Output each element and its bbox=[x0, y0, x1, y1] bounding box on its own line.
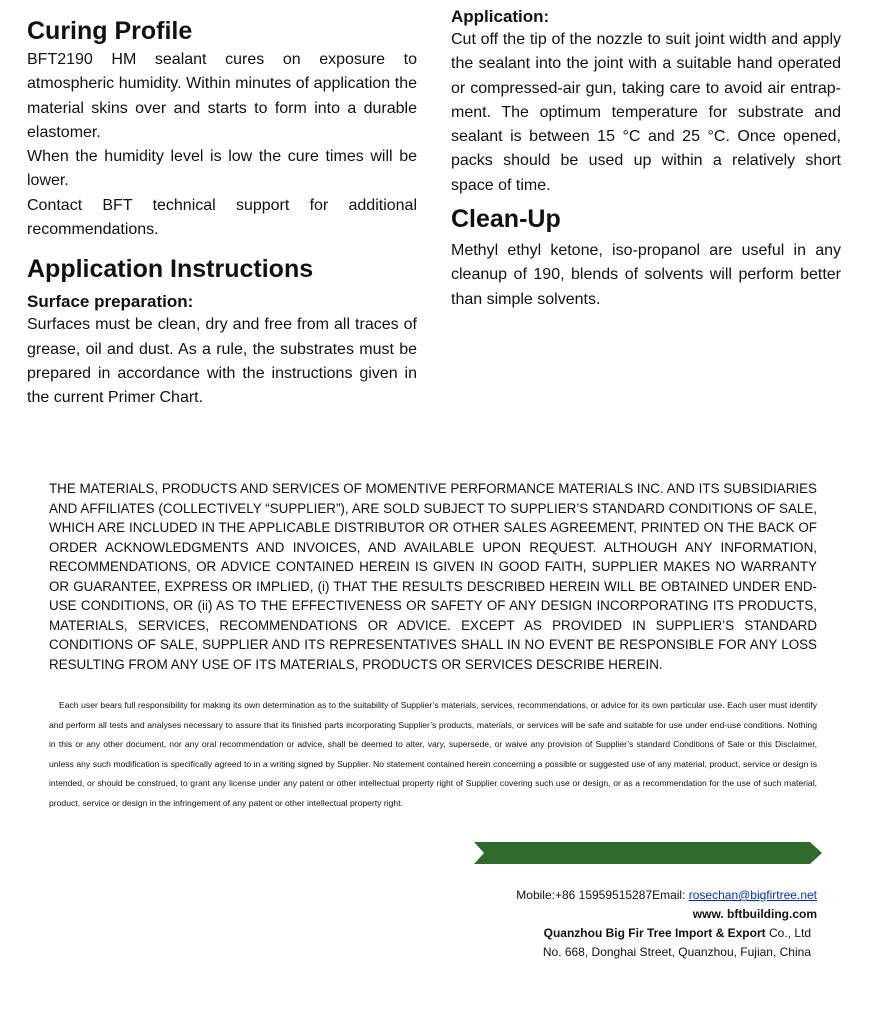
curing-paragraph-3: Contact BFT technical support for additional recommendations. bbox=[27, 196, 417, 239]
company-line bbox=[516, 924, 811, 943]
fine-print: Each user bears full responsibility for making its own determination as to the suitability of Supplier’s materials, services, recommendations, or advice for its own particular use. Each user must identify and perform all tests and analyses necessary to assure that its finished parts incorporating Supplier’s products, materials, or services will be safe and suitable for use under end-use conditions. Nothing in this or any other document, nor any oral recommendation or advice, shall be deemed to alter, vary, supersede, or waive any provision of Supplier’s standard Conditions of Sale or this Disclaimer, unless any such modification is specifically agreed to in a writing signed by Supplier. No statement contained herein concerning a possible or suggested use of any material, product, service or design is intended, or should be construed, to grant any license under any patent or other intellectual property right of Supplier covering such use or design, or as a recommendation for the use of such material, product, service or design in the infringement of any patent or other intellectual property right. bbox=[49, 700, 817, 808]
website-text: www. bftbuilding.com bbox=[692, 907, 817, 921]
legal-disclaimer: THE MATERIALS, PRODUCTS AND SERVICES OF MOMENTIVE PERFORMANCE MATERIALS INC. AND ITS SUBSIDIARIES AND AFFILIATES (COLLECTIVELY “SUPPLIER”), ARE SOLD SUBJECT TO SUPPLIER’S STANDARD CONDITIONS OF SALE, WHICH ARE INCLUDED IN THE APPLICABLE DISTRIBUTOR OR OTHER SALES AGREEMENT, PRINTED ON THE BACK OF ORDER ACKNOWLEDGMENTS AND INVOICES, AND AVAILABLE UPON REQUEST. ALTHOUGH ANY INFORMATION, RECOMMENDATIONS, OR ADVICE CONTAINED HEREIN IS GIVEN IN GOOD FAITH, SUPPLIER MAKES NO WARRANTY OR GUARANTEE, EXPRESS OR IMPLIED, (i) THAT THE RESULTS DESCRIBED HEREIN WILL BE OBTAINED UNDER END-USE CONDITIONS, OR (ii) AS TO THE EFFECTIVENESS OR SAFETY OF ANY DESIGN INCORPORATING ITS PRODUCTS, MATERIALS, SERVICES, RECOMMENDATIONS OR ADVICE. EXCEPT AS PROVIDED IN SUPPLIER’S STANDARD CONDITIONS OF SALE, SUPPLIER AND ITS REPRESENTATIVES SHALL IN NO EVENT BE RESPONSIBLE FOR ANY LOSS RESULTING FROM ANY USE OF ITS MATERIALS, PRODUCTS OR SERVICES DESCRIBE HEREIN. bbox=[49, 481, 817, 672]
contact-footer bbox=[516, 886, 817, 962]
application-paragraph: Cut off the tip of the nozzle to suit joint width and apply the sealant into the joint with a suitable hand operated or compressed-air gun, taking care to avoid air entrap-ment. The optimum temperature for substrate and sealant is between 15 °C and 25 °C. Once opened, packs should be used up within a relatively short space of time. bbox=[451, 31, 841, 194]
mobile-text: Mobile:+86 15959515287Email: bbox=[516, 888, 689, 902]
email-link[interactable]: rosechan@bigfirtree.net bbox=[688, 888, 817, 902]
contact-line bbox=[516, 886, 817, 905]
green-banner bbox=[474, 842, 822, 864]
application-heading: Application: bbox=[451, 7, 550, 26]
left-column bbox=[27, 14, 417, 411]
curing-paragraph-2: When the humidity level is low the cure times will be lower. bbox=[27, 148, 417, 190]
company-suffix: Co., Ltd bbox=[765, 926, 811, 940]
clean-up-paragraph: Methyl ethyl ketone, iso-propanol are useful in any cleanup of 190, blends of solvents will perform better than simple solvents. bbox=[451, 242, 841, 308]
address-text: No. 668, Donghai Street, Quanzhou, Fujian, China bbox=[542, 945, 811, 959]
clean-up-heading: Clean-Up bbox=[451, 205, 561, 234]
surface-preparation-paragraph: Surfaces must be clean, dry and free from all traces of grease, oil and dust. As a rule, the substrates must be prepared in accordance with the instructions given in the current Primer Chart. bbox=[27, 316, 417, 407]
curing-profile-heading: Curing Profile bbox=[27, 17, 193, 45]
application-instructions-heading: Application Instructions bbox=[27, 255, 314, 284]
right-column bbox=[451, 6, 841, 312]
surface-preparation-heading: Surface preparation: bbox=[27, 292, 194, 312]
company-name: Quanzhou Big Fir Tree Import & Export bbox=[543, 926, 766, 940]
curing-paragraph-1: BFT2190 HM sealant cures on exposure to atmospheric humidity. Within minutes of application the material skins over and starts to form into a durable elastomer. bbox=[27, 51, 417, 141]
banner-shape bbox=[474, 842, 822, 864]
